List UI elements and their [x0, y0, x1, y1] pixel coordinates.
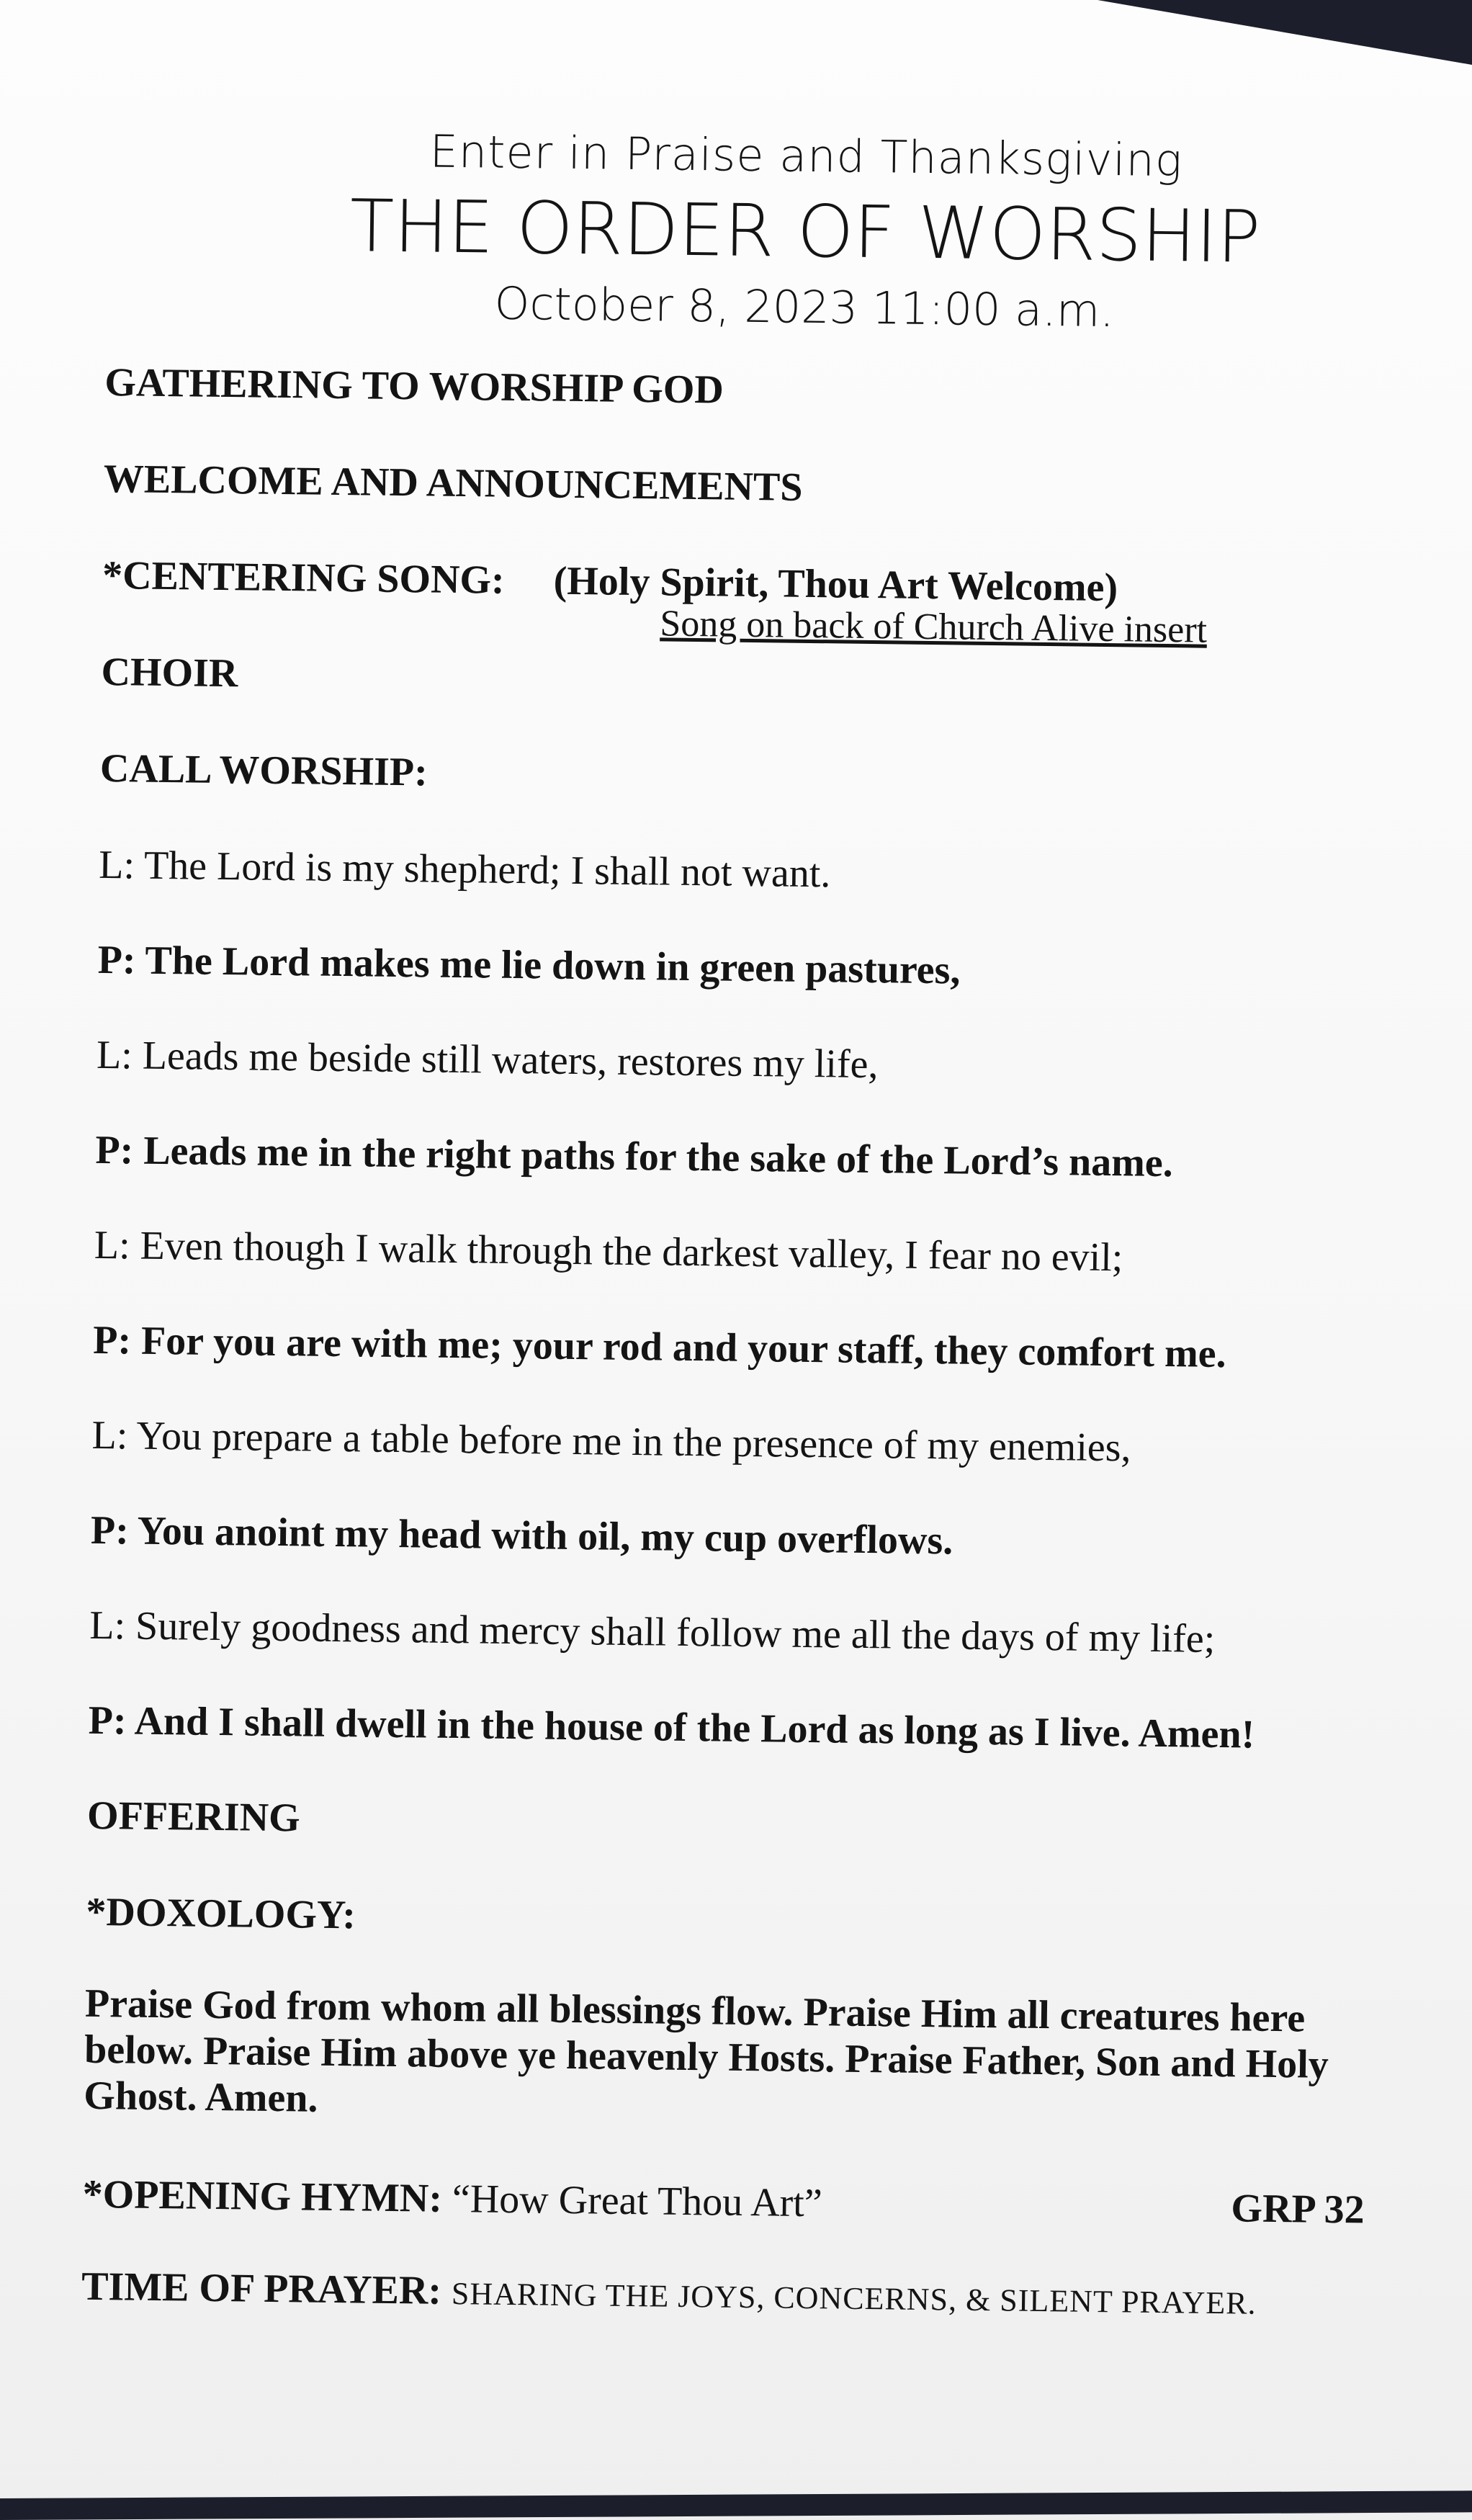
centering-song-line [102, 550, 1385, 651]
background-corner [1098, 0, 1472, 65]
litany-line-leader: L: The Lord is my shepherd; I shall not want. [98, 842, 831, 897]
bulletin-header [220, 117, 1390, 347]
litany-line-leader: L: Even though I walk through the darkest valley, I fear no evil; [94, 1222, 1123, 1281]
welcome-heading: WELCOME AND ANNOUNCEMENTS [103, 456, 803, 510]
header-subtitle: Enter in Praise and Thanksgiving [429, 125, 1183, 187]
litany [88, 840, 1381, 1762]
opening-hymn-label: *OPENING HYMN: [82, 2171, 443, 2221]
litany-line-people: P: You anoint my head with oil, my cup overflows. [90, 1507, 953, 1564]
centering-song-title: (Holy Spirit, Thou Art Welcome) [553, 558, 1118, 611]
prayer-text: SHARING THE JOYS, CONCERNS, & SILENT PRAYER. [451, 2276, 1257, 2321]
choir-heading: CHOIR [101, 649, 238, 696]
bulletin-content [81, 115, 1390, 2331]
litany-line-leader: L: Leads me beside still waters, restores my life, [96, 1032, 879, 1088]
song-note: Song on back of Church Alive insert [660, 603, 1208, 651]
header-title: THE ORDER OF WORSHIP [349, 184, 1261, 279]
prayer-label: TIME OF PRAYER: [81, 2264, 442, 2313]
centering-song-label: *CENTERING SONG: [102, 552, 506, 603]
litany-line-leader: L: You prepare a table before me in the presence of my enemies, [91, 1412, 1131, 1471]
call-worship-heading: CALL WORSHIP: [99, 745, 428, 795]
header-date: October 8, 2023 11:00 a.m. [494, 277, 1115, 338]
gathering-heading: GATHERING TO WORSHIP GOD [104, 359, 724, 413]
litany-line-people: P: For you are with me; your rod and your staff, they comfort me. [92, 1317, 1226, 1377]
hymn-reference: GRP 32 [1231, 2186, 1365, 2233]
litany-line-people: P: Leads me in the right paths for the sake of the Lord’s name. [95, 1127, 1174, 1186]
prayer-line [81, 2261, 1364, 2331]
offering-heading: OFFERING [86, 1793, 301, 1841]
doxology-heading: *DOXOLOGY: [86, 1889, 356, 1938]
litany-line-people: P: The Lord makes me lie down in green pastures, [97, 937, 961, 993]
doxology-text: Praise God from whom all blessings flow. Praise Him all creatures here below. Praise Him above ye heavenly Hosts. Praise Father, Son and Holy Ghost. Amen. [84, 1981, 1329, 2121]
background-bottom-edge [0, 2490, 1472, 2520]
opening-hymn-line [82, 2169, 1365, 2236]
litany-line-people: P: And I shall dwell in the house of the Lord as long as I live. Amen! [88, 1698, 1255, 1757]
opening-hymn-title: “How Great Thou Art” [452, 2176, 823, 2226]
litany-line-leader: L: Surely goodness and mercy shall follow me all the days of my life; [89, 1602, 1216, 1662]
